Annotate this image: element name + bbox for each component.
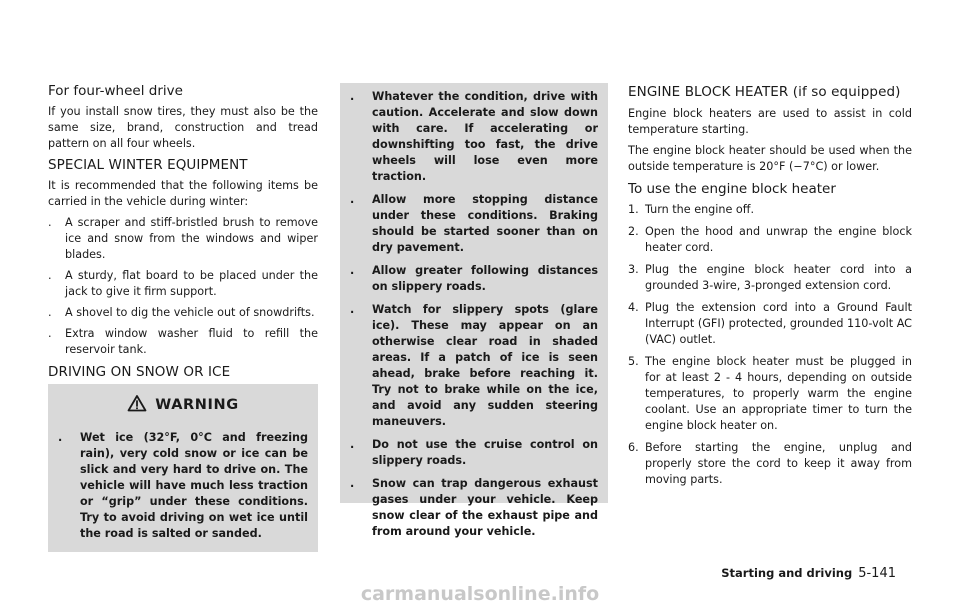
bullet: . bbox=[48, 269, 52, 282]
list-item: 3. Plug the engine block heater cord into a grounded 3-wire, 3-pronged extension cord. bbox=[628, 263, 912, 292]
warning-title: WARNING bbox=[155, 397, 239, 413]
list-item: . A scraper and stiff-bristled brush to remove ice and snow from the windows and wiper blades. bbox=[48, 216, 318, 261]
right-column bbox=[628, 0, 912, 494]
bullet: . bbox=[350, 303, 355, 316]
warning-list-continued bbox=[340, 83, 608, 540]
page-number: 5-141 bbox=[858, 566, 896, 581]
warning-item: . Allow greater following distances on slippery roads. bbox=[350, 264, 598, 293]
four-wheel-drive-text: If you install snow tires, they must also be the same size, brand, construction and tread pattern on all four wheels. bbox=[48, 105, 318, 150]
engine-block-heater-text: Engine block heaters are used to assist in cold temperature starting. bbox=[628, 107, 912, 136]
engine-block-heater-heading: ENGINE BLOCK HEATER (if so equipped) bbox=[628, 84, 901, 100]
use-engine-block-heater-heading: To use the engine block heater bbox=[628, 181, 836, 197]
watermark: carmanualsonline.info bbox=[360, 583, 600, 605]
bullet: . bbox=[350, 90, 355, 103]
list-item: 2. Open the hood and unwrap the engine block heater cord. bbox=[628, 225, 912, 254]
bullet: . bbox=[350, 193, 355, 206]
footer-section-title: Starting and driving bbox=[721, 566, 853, 580]
warning-list bbox=[48, 420, 318, 542]
warning-box bbox=[48, 384, 318, 552]
warning-item: . Do not use the cruise control on slippery roads. bbox=[350, 438, 598, 467]
bullet: . bbox=[350, 477, 355, 490]
special-winter-equipment-heading: SPECIAL WINTER EQUIPMENT bbox=[48, 157, 248, 173]
bullet: . bbox=[48, 327, 52, 340]
bullet: . bbox=[48, 306, 52, 319]
warning-item: . Allow more stopping distance under these conditions. Braking should be started sooner than on dry pavement. bbox=[350, 193, 598, 254]
bullet: . bbox=[350, 264, 355, 277]
bullet: . bbox=[48, 216, 52, 229]
left-column bbox=[48, 0, 318, 385]
four-wheel-drive-heading: For four-wheel drive bbox=[48, 83, 183, 99]
warning-item: . Whatever the condition, drive with caution. Accelerate and slow down with care. If accelerating or downshifting too fast, the drive wheels will lose even more traction. bbox=[350, 90, 598, 183]
bullet: . bbox=[58, 431, 63, 444]
warning-item: . Snow can trap dangerous exhaust gases under your vehicle. Keep snow clear of the exhaust pipe and from around your vehicle. bbox=[350, 477, 598, 538]
warning-box-continued bbox=[340, 83, 608, 538]
heater-steps-list bbox=[628, 202, 912, 488]
list-item: 1. Turn the engine off. bbox=[628, 203, 755, 216]
page-footer bbox=[721, 566, 896, 581]
list-item: 6. Before starting the engine, unplug and properly store the cord to keep it away from moving parts. bbox=[628, 441, 912, 486]
list-item: 5. The engine block heater must be plugged in for at least 2 - 4 hours, depending on outside temperatures, to properly warm the engine coolant. Use an appropriate timer to turn the engine block heater on. bbox=[628, 355, 912, 432]
list-item: . Extra window washer fluid to refill the reservoir tank. bbox=[48, 327, 318, 356]
engine-block-heater-temperature-text: The engine block heater should be used when the outside temperature is 20°F (−7°C) or lower. bbox=[628, 144, 912, 173]
warning-item: . Wet ice (32°F, 0°C and freezing rain), very cold snow or ice can be slick and very hard to drive on. The vehicle will have much less traction or “grip” under these conditions. Try to avoid driving on wet ice until the road is salted or sanded. bbox=[58, 431, 308, 540]
warning-triangle-icon bbox=[127, 394, 147, 416]
warning-item: . Watch for slippery spots (glare ice). These may appear on an otherwise clear road in shaded areas. If a patch of ice is seen ahead, brake before reaching it. Try not to brake while on the ice, and avoid any sudden steering maneuvers. bbox=[350, 303, 598, 428]
winter-equipment-list bbox=[48, 215, 318, 358]
bullet: . bbox=[350, 438, 355, 451]
driving-on-snow-heading: DRIVING ON SNOW OR ICE bbox=[48, 364, 231, 380]
special-winter-equipment-intro: It is recommended that the following items be carried in the vehicle during winter: bbox=[48, 179, 318, 208]
list-item: 4. Plug the extension cord into a Ground Fault Interrupt (GFI) protected, grounded 110-volt AC (VAC) outlet. bbox=[628, 301, 912, 346]
warning-header bbox=[48, 384, 318, 420]
list-item: . A sturdy, flat board to be placed under the jack to give it firm support. bbox=[48, 269, 318, 298]
list-item: . A shovel to dig the vehicle out of snowdrifts. bbox=[48, 306, 315, 319]
